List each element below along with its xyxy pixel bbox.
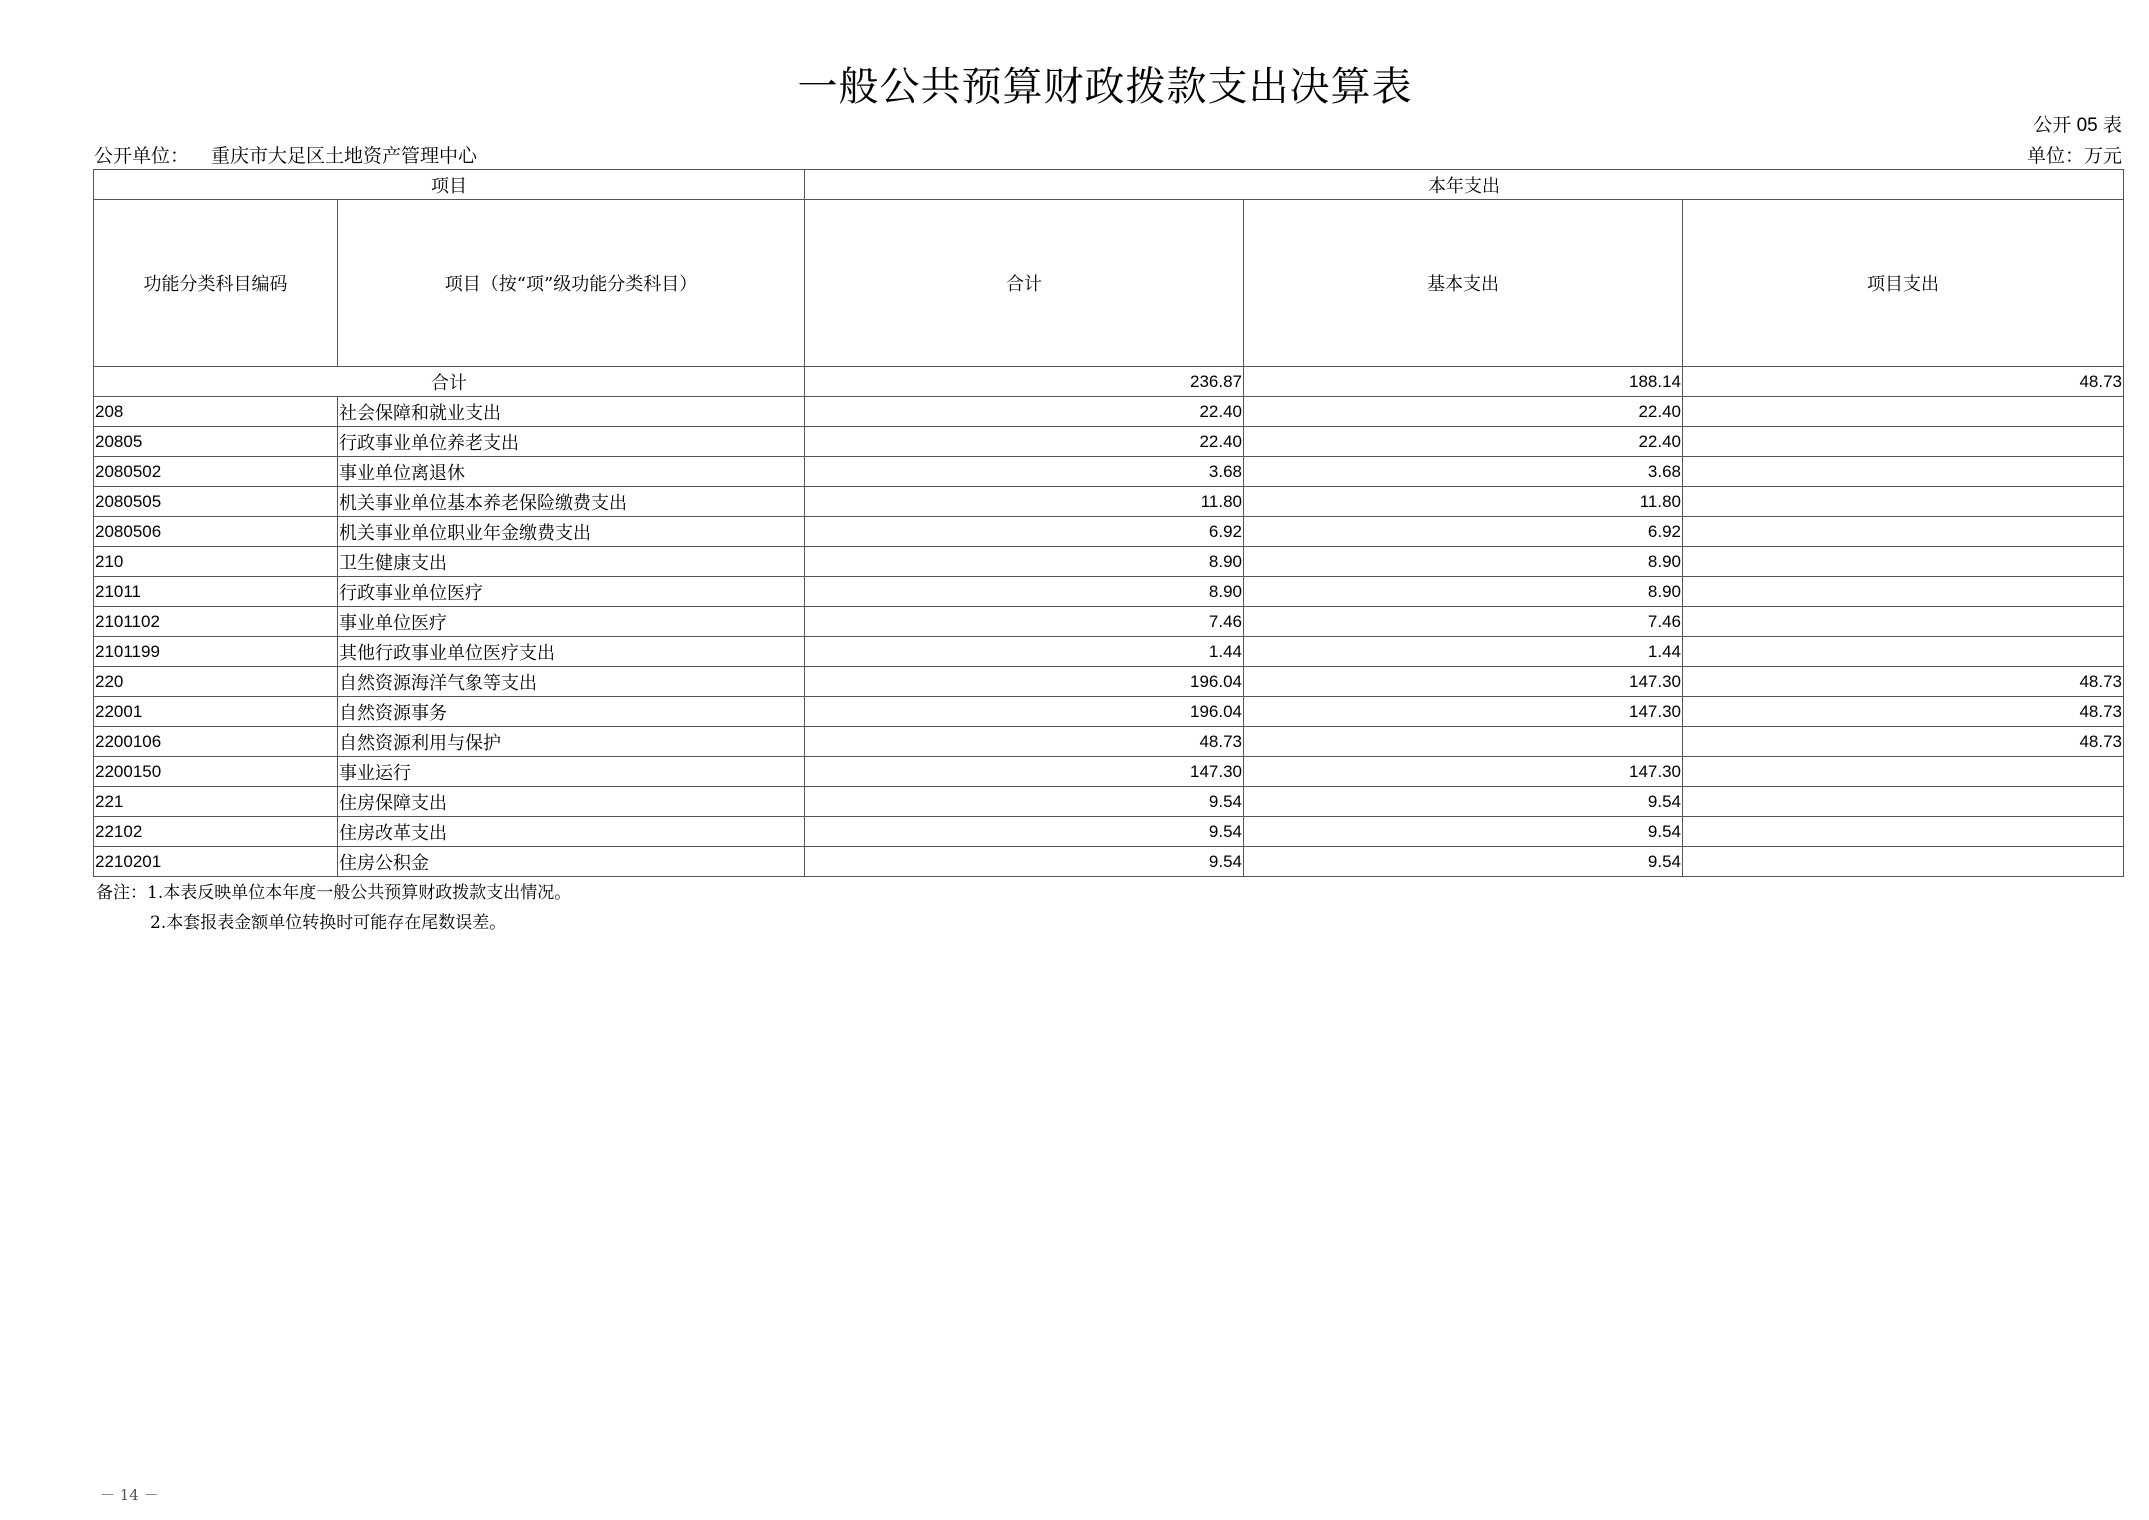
total-project: 48.73 (1683, 367, 2124, 397)
cell-code: 221 (94, 787, 338, 817)
note-line-1: 1.本表反映单位本年度一般公共预算财政拨款支出情况。 (147, 883, 572, 903)
cell-project: 48.73 (1683, 727, 2124, 757)
cell-basic: 7.46 (1244, 607, 1683, 637)
cell-basic: 8.90 (1244, 577, 1683, 607)
cell-project (1683, 577, 2124, 607)
currency-unit: 单位：万元 (2026, 145, 2122, 167)
table-row (94, 727, 2124, 757)
cell-basic: 6.92 (1244, 517, 1683, 547)
cell-project (1683, 847, 2124, 877)
cell-total: 22.40 (805, 427, 1244, 457)
cell-name: 事业单位医疗 (338, 607, 805, 637)
cell-code: 22001 (94, 697, 338, 727)
cell-name: 自然资源利用与保护 (338, 727, 805, 757)
reporting-unit (94, 141, 477, 168)
total-row (94, 367, 2124, 397)
form-number: 公开 05 表 (2033, 115, 2122, 136)
cell-basic: 3.68 (1244, 457, 1683, 487)
cell-code: 2200106 (94, 727, 338, 757)
table-row (94, 487, 2124, 517)
cell-name: 住房公积金 (338, 847, 805, 877)
cell-total: 11.80 (805, 487, 1244, 517)
header-row-2 (94, 200, 2124, 367)
table-row (94, 517, 2124, 547)
cell-name: 事业单位离退休 (338, 457, 805, 487)
cell-total: 1.44 (805, 637, 1244, 667)
cell-code: 2080506 (94, 517, 338, 547)
cell-project (1683, 427, 2124, 457)
notes (96, 878, 571, 938)
cell-project (1683, 757, 2124, 787)
table-row (94, 817, 2124, 847)
table-row (94, 697, 2124, 727)
cell-project (1683, 397, 2124, 427)
header-project: 项目支出 (1683, 200, 2124, 367)
cell-basic: 1.44 (1244, 637, 1683, 667)
cell-project: 48.73 (1683, 667, 2124, 697)
cell-total: 9.54 (805, 817, 1244, 847)
cell-project (1683, 637, 2124, 667)
header-basic: 基本支出 (1244, 200, 1683, 367)
cell-name: 自然资源事务 (338, 697, 805, 727)
table-row (94, 457, 2124, 487)
page-title: 一般公共预算财政拨款支出决算表 (797, 64, 1413, 110)
cell-project (1683, 817, 2124, 847)
cell-code: 22102 (94, 817, 338, 847)
cell-project: 48.73 (1683, 697, 2124, 727)
cell-total: 196.04 (805, 697, 1244, 727)
cell-basic: 22.40 (1244, 397, 1683, 427)
table-row (94, 427, 2124, 457)
page-number: － 14 － (100, 1486, 159, 1504)
cell-project (1683, 547, 2124, 577)
cell-code: 20805 (94, 427, 338, 457)
cell-project (1683, 607, 2124, 637)
header-name: 项目（按“项”级功能分类科目） (338, 200, 805, 367)
cell-total: 22.40 (805, 397, 1244, 427)
cell-basic: 147.30 (1244, 697, 1683, 727)
cell-code: 2210201 (94, 847, 338, 877)
header-total: 合计 (805, 200, 1244, 367)
table-row (94, 847, 2124, 877)
cell-code: 2080502 (94, 457, 338, 487)
cell-project (1683, 517, 2124, 547)
cell-code: 210 (94, 547, 338, 577)
table-row (94, 667, 2124, 697)
cell-code: 2080505 (94, 487, 338, 517)
cell-name: 社会保障和就业支出 (338, 397, 805, 427)
cell-name: 其他行政事业单位医疗支出 (338, 637, 805, 667)
table-row (94, 577, 2124, 607)
cell-code: 2101199 (94, 637, 338, 667)
table-row (94, 547, 2124, 577)
cell-total: 48.73 (805, 727, 1244, 757)
cell-code: 2200150 (94, 757, 338, 787)
cell-project (1683, 457, 2124, 487)
cell-total: 6.92 (805, 517, 1244, 547)
cell-basic: 9.54 (1244, 817, 1683, 847)
cell-name: 住房改革支出 (338, 817, 805, 847)
cell-basic (1244, 727, 1683, 757)
cell-project (1683, 487, 2124, 517)
cell-basic: 22.40 (1244, 427, 1683, 457)
cell-total: 9.54 (805, 787, 1244, 817)
cell-code: 2101102 (94, 607, 338, 637)
cell-total: 8.90 (805, 547, 1244, 577)
table-row (94, 397, 2124, 427)
reporting-unit-label: 公开单位： (94, 145, 190, 167)
cell-basic: 9.54 (1244, 787, 1683, 817)
cell-code: 220 (94, 667, 338, 697)
header-row-1 (94, 170, 2124, 200)
table-row (94, 607, 2124, 637)
header-code: 功能分类科目编码 (94, 200, 338, 367)
cell-total: 7.46 (805, 607, 1244, 637)
cell-total: 3.68 (805, 457, 1244, 487)
cell-name: 住房保障支出 (338, 787, 805, 817)
cell-basic: 11.80 (1244, 487, 1683, 517)
cell-name: 行政事业单位医疗 (338, 577, 805, 607)
header-current-year: 本年支出 (805, 170, 2124, 200)
note-line-2: 2.本套报表金额单位转换时可能存在尾数误差。 (150, 913, 507, 933)
cell-basic: 9.54 (1244, 847, 1683, 877)
expenditure-table (93, 169, 2124, 877)
cell-name: 自然资源海洋气象等支出 (338, 667, 805, 697)
cell-name: 机关事业单位基本养老保险缴费支出 (338, 487, 805, 517)
reporting-unit-name: 重庆市大足区土地资产管理中心 (211, 145, 478, 167)
cell-total: 9.54 (805, 847, 1244, 877)
cell-code: 208 (94, 397, 338, 427)
total-basic: 188.14 (1244, 367, 1683, 397)
cell-total: 196.04 (805, 667, 1244, 697)
cell-name: 卫生健康支出 (338, 547, 805, 577)
cell-basic: 147.30 (1244, 757, 1683, 787)
cell-code: 21011 (94, 577, 338, 607)
cell-total: 8.90 (805, 577, 1244, 607)
table-row (94, 637, 2124, 667)
table-row (94, 787, 2124, 817)
cell-project (1683, 787, 2124, 817)
total-sum: 236.87 (805, 367, 1244, 397)
total-label: 合计 (94, 367, 805, 397)
cell-basic: 147.30 (1244, 667, 1683, 697)
header-item: 项目 (94, 170, 805, 200)
cell-basic: 8.90 (1244, 547, 1683, 577)
cell-name: 行政事业单位养老支出 (338, 427, 805, 457)
cell-total: 147.30 (805, 757, 1244, 787)
cell-name: 事业运行 (338, 757, 805, 787)
table-row (94, 757, 2124, 787)
notes-label: 备注： (96, 883, 147, 903)
cell-name: 机关事业单位职业年金缴费支出 (338, 517, 805, 547)
